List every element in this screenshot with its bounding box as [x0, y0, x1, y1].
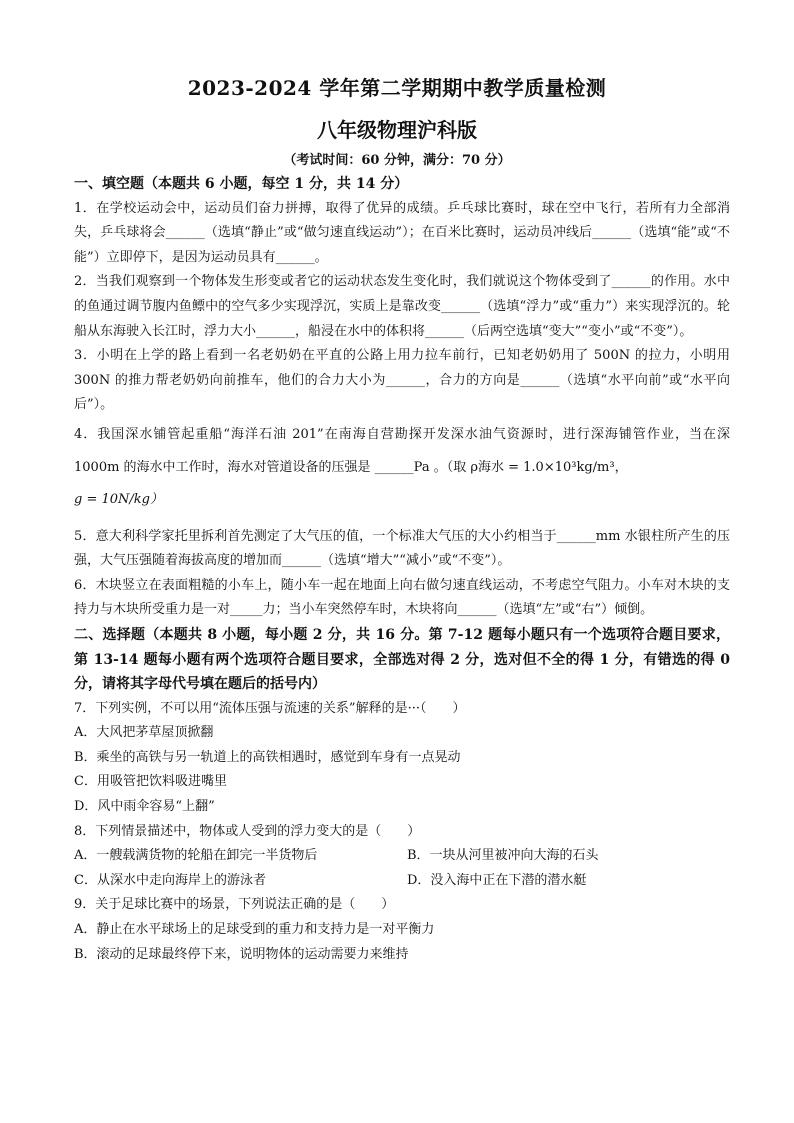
- question-3: 3．小明在上学的路上看到一名老奶奶在平直的公路上用力拉车前行，已知老奶奶用了 500N 的拉力，小明用 300N 的推力帮老奶奶向前推车，他们的合力大小为______，合力的方向是______（选填“水平向前”或“水平向后”）。: [74, 348, 730, 413]
- question-8-option-b: B．一块从河里被冲向大海的石头: [407, 848, 599, 864]
- exam-content: [74, 172, 730, 967]
- section1-heading: 一、填空题（本题共 6 小题，每空 1 分，共 14 分）: [74, 176, 409, 192]
- question-8-option-c: C．从深水中走向海岸上的游泳者: [74, 872, 266, 888]
- question-1: 1．在学校运动会中，运动员们奋力拼搏，取得了优异的成绩。乒乓球比赛时，球在空中飞行，若所有力全部消失，乒乓球将会______（选填“静止”或“做匀速直线运动”）；在百米比赛时，运动员冲线后______（选填“能”或“不能”）立即停下，是因为运动员具有______。: [74, 200, 730, 265]
- question-8-row-1: [74, 844, 730, 869]
- question-8-stem: 8．下列情景描述中，物体或人受到的浮力变大的是（ ）: [74, 823, 421, 839]
- question-8-option-a: A．一艘载满货物的轮船在卸完一半货物后: [74, 848, 318, 864]
- section2-heading: 二、选择题（本题共 8 小题，每小题 2 分，共 16 分。第 7-12 题每小题只有一个选项符合题目要求，第 13-14 题每小题有两个选项符合题目要求，全部选对得 2 分，选对但不全的得 1 分，有错选的得 0 分，请将其字母代号填在题后的括号内）: [74, 626, 730, 693]
- exam-title: 2023-2024 学年第二学期期中教学质量检测: [187, 76, 607, 100]
- question-7-stem: 7．下列实例，不可以用“流体压强与流速的关系”解释的是···（ ）: [74, 700, 466, 716]
- question-9-stem: 9．关于足球比赛中的场景，下列说法正确的是（ ）: [74, 897, 395, 913]
- question-9-option-a: A．静止在水平球场上的足球受到的重力和支持力是一对平衡力: [74, 922, 435, 938]
- exam-subtitle: 八年级物理沪科版: [317, 118, 477, 142]
- question-8-row-2: [74, 869, 730, 894]
- question-7-option-c: C．用吸管把饮料吸进嘴里: [74, 774, 227, 790]
- question-2: 2．当我们观察到一个物体发生形变或者它的运动状态发生变化时，我们就说这个物体受到了______的作用。水中的鱼通过调节腹内鱼鳔中的空气多少实现浮沉，实质上是靠改变______（选填“浮力”或“重力”）来实现浮沉的。轮船从东海驶入长江时，浮力大小______，船浸在水中的体积将______（后两空选填“变大”“变小”或“不变”）。: [74, 274, 730, 339]
- question-7-option-b: B．乘坐的高铁与另一轨道上的高铁相遇时，感觉到车身有一点晃动: [74, 749, 461, 765]
- question-7-option-a: A．大风把茅草屋顶掀翻: [74, 725, 214, 741]
- question-7-option-d: D．风中雨伞容易“上翻”: [74, 799, 215, 815]
- question-5: 5．意大利科学家托里拆利首先测定了大气压的值，一个标准大气压的大小约相当于______mm 水银柱所产生的压强，大气压强随着海拔高度的增加而______（选填“增大”“减小”或“不变”）。: [74, 528, 730, 569]
- question-4: 4．我国深水铺管起重船“海洋石油 201”在南海自营勘探开发深水油气资源时，进行深海铺管作业，当在深 1000m 的海水中工作时，海水对管道设备的压强是 ______Pa 。（取 ρ海水 = 1.0×10³kg/m³，: [74, 426, 730, 475]
- question-4-formula: g = 10N/kg）: [74, 491, 163, 507]
- question-8-option-d: D．没入海中正在下潜的潜水艇: [407, 872, 587, 888]
- question-6: 6．木块竖立在表面粗糙的小车上，随小车一起在地面上向右做匀速直线运动，不考虑空气阻力。小车对木块的支持力与木块所受重力是一对_____力；当小车突然停车时，木块将向______（选填“左”或“右”）倾倒。: [74, 577, 730, 618]
- question-9-option-b: B．滚动的足球最终停下来，说明物体的运动需要力来维持: [74, 946, 409, 962]
- exam-info: （考试时间：60 分钟，满分：70 分）: [283, 153, 511, 168]
